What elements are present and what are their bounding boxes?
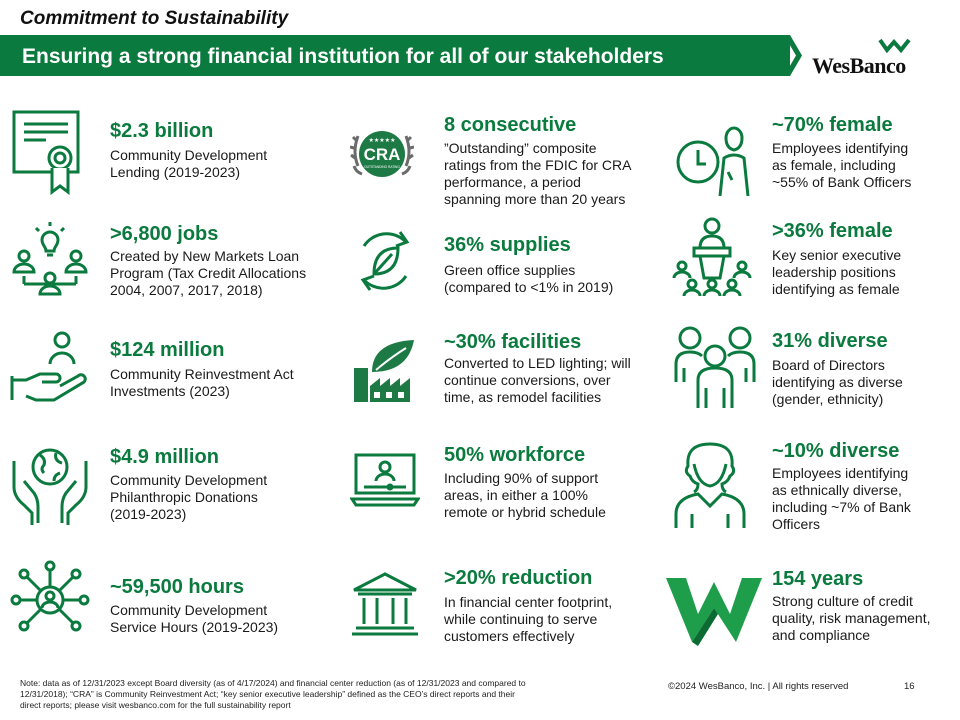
stat-headline: >36% female — [772, 220, 893, 242]
stat-description: Green office supplies (compared to <1% in 2019) — [444, 262, 614, 295]
stat-description: Created by New Markets Loan Program (Tax Credit Allocations 2004, 2007, 2017, 2018) — [110, 248, 307, 298]
stat-female-employees — [670, 108, 960, 203]
stat-description: Employees identifying as ethnically diverse, including ~7% of Bank Officers — [772, 465, 911, 532]
stat-headline: ~10% diverse — [772, 440, 900, 462]
hands-globe-icon — [10, 437, 90, 527]
stat-description: Community Development Service Hours (2019-2023) — [110, 602, 279, 635]
stat-headline: $2.3 billion — [110, 120, 214, 142]
stat-workforce — [350, 437, 670, 537]
stat-headline: $4.9 million — [110, 446, 219, 468]
page-number: 16 — [904, 681, 915, 692]
stat-headline: ~59,500 hours — [110, 576, 244, 598]
stat-description: Community Reinvestment Act Investments (2023) — [110, 366, 294, 399]
stat-employee-diversity — [670, 432, 960, 547]
laptop-video-icon — [350, 451, 420, 531]
stat-headline: 154 years — [772, 568, 864, 590]
stat-headline: >20% reduction — [444, 567, 593, 589]
stat-philanthropic — [10, 437, 340, 537]
stat-description: Community Development Philanthropic Donations (2019-2023) — [110, 472, 268, 522]
cra-badge-text: CRA — [363, 145, 401, 164]
stat-female-leadership — [670, 212, 960, 307]
stat-reduction — [350, 560, 670, 650]
stat-facilities — [350, 326, 670, 416]
stat-jobs — [10, 220, 340, 310]
stat-description: Including 90% of support areas, in either a 100% remote or hybrid schedule — [444, 470, 606, 520]
banner-chevron — [784, 35, 808, 76]
footer-note: Note: data as of 12/31/2023 except Board diversity (as of 4/17/2024) and financial center reduction (as of 12/31/2023 and compared to 12/31/2018); “CRA” is Community Reinvestment Act; “key senior executive leadership” defined as the CEO’s direct reports and their direct reports; please visit wesbanco.com for the full sustainability report — [20, 678, 526, 710]
stat-description: ”Outstanding” composite ratings from the FDIC for CRA performance, a period spanning more than 20 years — [444, 140, 632, 207]
wesbanco-logo — [812, 38, 932, 78]
stat-cra-ratings — [350, 108, 670, 218]
woman-clock-icon — [670, 112, 752, 196]
stat-description: In financial center footprint, while continuing to serve customers effectively — [444, 594, 613, 644]
stat-description: Strong culture of credit quality, risk management, and compliance — [772, 593, 931, 643]
logo-text: WesBanco — [812, 53, 906, 78]
stat-description: Board of Directors identifying as diverse (gender, ethnicity) — [772, 357, 903, 407]
cra-badge-icon — [350, 116, 414, 192]
group-people-icon — [670, 322, 760, 410]
stat-description: Employees identifying as female, including ~55% of Bank Officers — [772, 140, 912, 190]
stat-board-diversity — [670, 322, 960, 417]
stat-service-hours — [10, 560, 340, 650]
stat-community-lending — [10, 108, 340, 198]
leaf-factory-icon — [350, 332, 420, 408]
section-label: Commitment to Sustainability — [20, 8, 289, 29]
logo-mark-icon — [878, 38, 912, 54]
svg-text:★★★★★: ★★★★★ — [368, 138, 396, 144]
stat-headline: 36% supplies — [444, 234, 571, 256]
stat-supplies — [350, 226, 670, 306]
stat-headline: 8 consecutive — [444, 114, 577, 136]
network-person-icon — [10, 560, 90, 640]
cra-badge-subtext: OUTSTANDING RATING — [364, 165, 400, 169]
stat-headline: $124 million — [110, 339, 225, 361]
page-title: Ensuring a strong financial institution for all of our stakeholders — [22, 45, 664, 68]
stat-description: Converted to LED lighting; will continue conversions, over time, as remodel facilities — [444, 355, 631, 405]
stat-headline: ~30% facilities — [444, 331, 582, 353]
stat-headline: >6,800 jobs — [110, 223, 219, 245]
stat-headline: 50% workforce — [444, 444, 586, 466]
copyright: ©2024 WesBanco, Inc. | All rights reserved — [668, 681, 849, 692]
stat-description: Key senior executive leadership positions identifying as female — [772, 247, 902, 297]
woman-podium-icon — [670, 212, 752, 298]
stat-cra-investments — [10, 330, 340, 420]
bank-building-icon — [350, 570, 420, 640]
stat-years — [664, 560, 960, 655]
wesbanco-w-icon — [664, 568, 764, 648]
person-portrait-icon — [670, 440, 750, 530]
certificate-icon — [10, 108, 82, 198]
stat-headline: ~70% female — [772, 114, 893, 136]
hand-person-icon — [10, 330, 90, 405]
stat-headline: 31% diverse — [772, 330, 888, 352]
people-idea-icon — [10, 220, 90, 310]
stat-description: Community Development Lending (2019-2023) — [110, 147, 268, 180]
recycle-leaf-icon — [350, 226, 420, 296]
